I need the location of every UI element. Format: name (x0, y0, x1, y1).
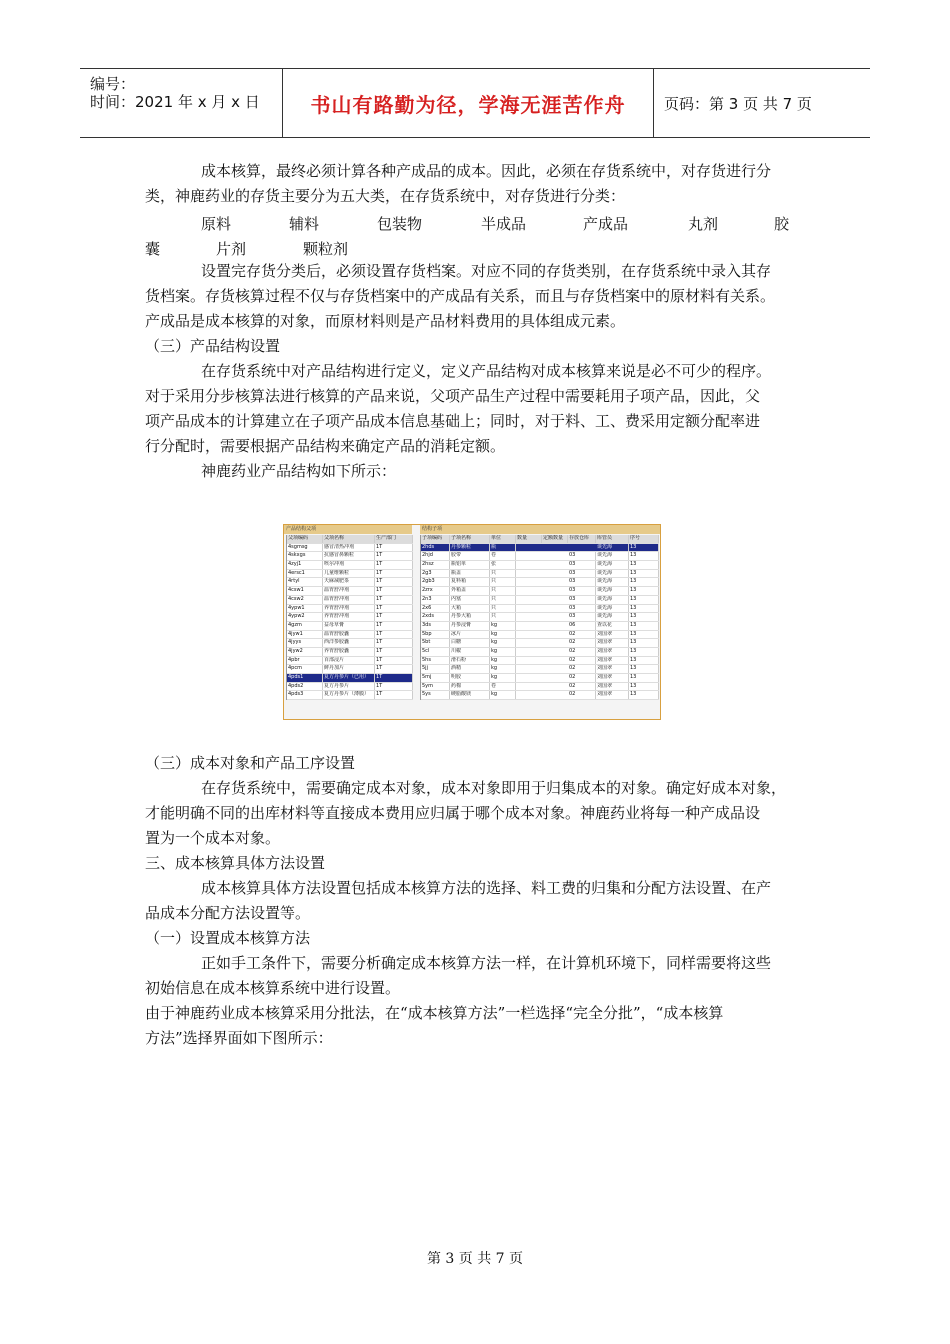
child-cell: 03 (568, 613, 596, 621)
child-row[interactable] (421, 631, 659, 640)
child-cell: 定额数量 (542, 535, 568, 543)
child-cell: 刘国翠 (596, 631, 629, 639)
child-cell: 2xds (421, 613, 450, 621)
parent-cell: 1T (375, 561, 413, 569)
child-cell: 2gb3 (421, 578, 450, 586)
child-cell: 刘国翠 (596, 639, 629, 647)
para-3-line-2: 对于采用分步核算法进行核算的产品来说，父项产品生产过程中需要耗用子项产品，因此，父 (145, 387, 761, 405)
child-cell: 子项编码 (421, 535, 450, 543)
parent-cell: 鲜丹加片 (323, 665, 375, 673)
child-cell: 只 (490, 605, 516, 613)
parent-header-row[interactable] (287, 535, 413, 544)
header-meta (80, 69, 283, 137)
parent-row[interactable] (287, 657, 413, 666)
child-cell: 5bp (421, 631, 450, 639)
category-item: 半成品 (481, 215, 527, 233)
parent-cell: 4ypw2 (287, 613, 323, 621)
parent-cell: 抗感冒鼻颗粒 (323, 552, 375, 560)
page-footer: 第 3 页 共 7 页 (426, 1251, 524, 1267)
child-cell: 06 (568, 622, 596, 630)
child-cell: 谈先海 (596, 578, 629, 586)
child-cell: 谈先海 (596, 605, 629, 613)
parent-cell: 复方丹参片（已用） (323, 674, 375, 682)
doc-number: 编号： (90, 75, 136, 93)
parent-cell: 父项编码 (287, 535, 323, 543)
child-cell: 丹参浸膏 (450, 622, 490, 630)
child-row[interactable] (421, 648, 659, 657)
parent-cell: 生产部门 (375, 535, 413, 543)
parent-cell: 4ypw1 (287, 605, 323, 613)
child-cell: 刘国翠 (596, 665, 629, 673)
child-row[interactable] (421, 613, 659, 622)
parent-cell: 1T (375, 657, 413, 665)
child-cell: 谈先海 (596, 570, 629, 578)
parent-cell: 4pds1 (287, 674, 323, 682)
child-row[interactable] (421, 674, 659, 683)
child-cell: 03 (568, 605, 596, 613)
parent-cell: 1T (375, 596, 413, 604)
child-cell: 2hjd (421, 552, 450, 560)
para-7-line-1: 正如手工条件下，需要分析确定成本核算方法一样，在计算机环境下，同样需要将这些 (201, 954, 772, 972)
child-cell: 卷 (490, 683, 516, 691)
child-row[interactable] (421, 605, 659, 614)
parent-row[interactable] (287, 631, 413, 640)
parent-cell: 温胃舒冲剂 (323, 596, 375, 604)
right-panel-title: 结构子项 (420, 525, 660, 534)
parent-cell: 4pds3 (287, 691, 323, 699)
parent-cell: 天麻减肥茶 (323, 578, 375, 586)
para-1-line-2: 类，神鹿药业的存货主要分为五大类，在存货系统中，对存货进行分类： (145, 187, 626, 205)
child-cell: 13 (629, 596, 659, 604)
category-item: 辅料 (289, 215, 320, 233)
section-heading-product-structure: （三）产品结构设置 (145, 337, 281, 355)
parent-cell: 父项名称 (323, 535, 375, 543)
parent-row[interactable] (287, 622, 413, 631)
parent-cell: 1T (375, 587, 413, 595)
child-cell: 13 (629, 544, 659, 552)
child-cell: 02 (568, 631, 596, 639)
child-cell: 白糖 (450, 639, 490, 647)
child-cell: 刘国翠 (596, 657, 629, 665)
child-cell: 02 (568, 657, 596, 665)
para-2-line-2: 货档案。存货核算过程不仅与存货档案中的产成品有关系，而且与存货档案中的原材料有关系。 (145, 287, 776, 305)
para-3-line-4: 行分配时，需要根据产品结构来确定产品的消耗定额。 (145, 437, 506, 455)
child-cell: 只 (490, 587, 516, 595)
child-row[interactable] (421, 596, 659, 605)
child-cell: 谈先海 (596, 552, 629, 560)
category-item: 丸剂 (688, 215, 719, 233)
child-cell: 02 (568, 648, 596, 656)
para-3-line-1: 在存货系统中对产品结构进行定义，定义产品结构对成本核算来说是必不可少的程序。 (201, 362, 772, 380)
child-cell: 谈先海 (596, 544, 629, 552)
parent-cell: 4rtyl (287, 578, 323, 586)
child-cell: kg (490, 657, 516, 665)
child-row[interactable] (421, 665, 659, 674)
child-cell: kg (490, 639, 516, 647)
child-cell: 5mj (421, 674, 450, 682)
child-cell: 川椒 (450, 648, 490, 656)
parent-cell: 温胃舒胶囊 (323, 631, 375, 639)
child-cell: 02 (568, 683, 596, 691)
child-row[interactable] (421, 578, 659, 587)
parent-cell: 1T (375, 613, 413, 621)
child-cell: 数量 (516, 535, 542, 543)
parent-row[interactable] (287, 683, 413, 692)
parent-cell: 感冒清热冲剂 (323, 544, 375, 552)
child-cell: 13 (629, 561, 659, 569)
category-item: 颗粒剂 (303, 240, 349, 258)
section-heading-cost-object: （三）成本对象和产品工序设置 (145, 754, 356, 772)
child-cell: 02 (568, 691, 596, 699)
parent-cell: 1T (375, 605, 413, 613)
child-row[interactable] (421, 691, 659, 700)
parent-cell: 4gzm (287, 622, 323, 630)
child-cell: kg (490, 674, 516, 682)
child-cell: 单位 (490, 535, 516, 543)
parent-row[interactable] (287, 578, 413, 587)
category-item: 原料 (201, 215, 232, 233)
child-cell: 刘国翠 (596, 691, 629, 699)
child-cell: 只 (490, 596, 516, 604)
child-row[interactable] (421, 639, 659, 648)
child-cell: 滑石粉 (450, 657, 490, 665)
section-heading-methods: 三、成本核算具体方法设置 (145, 854, 326, 872)
child-cell: 3ds (421, 622, 450, 630)
para-8-line-2: 方法”选择界面如下图所示： (145, 1029, 333, 1047)
para-2-line-3: 产成品是成本核算的对象，而原材料则是产品材料费用的具体组成元素。 (145, 312, 626, 330)
parent-cell: 1T (375, 674, 413, 682)
child-cell: 13 (629, 587, 659, 595)
child-cell: 03 (568, 596, 596, 604)
child-cell: 2hsz (421, 561, 450, 569)
category-item: 包装物 (377, 215, 423, 233)
para-7-line-2: 初始信息在成本核算系统中进行设置。 (145, 979, 401, 997)
parent-cell: 4sgmsg (287, 544, 323, 552)
child-cell: 13 (629, 613, 659, 621)
parent-row[interactable] (287, 639, 413, 648)
parent-cell: 1T (375, 622, 413, 630)
parent-cell: 养胃舒冲剂 (323, 605, 375, 613)
child-cell: 03 (568, 561, 596, 569)
child-row[interactable] (421, 561, 659, 570)
parent-cell: 复方丹参片（薄膜） (323, 691, 375, 699)
child-cell: 瓶盖 (450, 570, 490, 578)
child-row[interactable] (421, 570, 659, 579)
para-5-line-3: 置为一个成本对象。 (145, 829, 281, 847)
para-5-line-2: 才能明确不同的出库材料等直接成本费用应归属于哪个成本对象。神鹿药业将每一种产成品设 (145, 804, 761, 822)
para-4: 神鹿药业产品结构如下所示： (201, 462, 397, 480)
parent-cell: 1T (375, 570, 413, 578)
para-6-line-2: 品成本分配方法设置等。 (145, 904, 311, 922)
parent-cell: 百部浸片 (323, 657, 375, 665)
child-cell: 2hds (421, 544, 450, 552)
header-motto: 书山有路勤为径，学海无涯苦作舟 (310, 92, 626, 117)
child-cell: 内塞 (450, 596, 490, 604)
parent-row[interactable] (287, 665, 413, 674)
child-cell: 明胶 (450, 674, 490, 682)
parent-row[interactable] (287, 544, 413, 553)
parent-cell: 1T (375, 683, 413, 691)
parent-cell: 1T (375, 552, 413, 560)
child-cell: 02 (568, 639, 596, 647)
parent-row[interactable] (287, 613, 413, 622)
parent-cell: 1T (375, 691, 413, 699)
child-cell: 外箱盖 (450, 587, 490, 595)
child-cell: 13 (629, 605, 659, 613)
parent-row[interactable] (287, 587, 413, 596)
parent-cell: 1T (375, 665, 413, 673)
child-cell: 丹参颗粒 (450, 544, 490, 552)
child-cell: 复料箱 (450, 578, 490, 586)
parent-cell: 4jyw1 (287, 631, 323, 639)
parent-cell: 4jyys (287, 639, 323, 647)
parent-cell: 西洋参胶囊 (323, 639, 375, 647)
category-item: 胶 (774, 215, 790, 233)
child-cell: 卷 (490, 552, 516, 560)
section-heading-set-method: （一）设置成本核算方法 (145, 929, 311, 947)
child-cell: 5ys (421, 691, 450, 699)
child-cell: 13 (629, 570, 659, 578)
child-cell: 03 (568, 570, 596, 578)
child-row[interactable] (421, 657, 659, 666)
child-cell: 2zrx (421, 587, 450, 595)
child-header-row[interactable] (421, 535, 659, 544)
child-cell: 2g3 (421, 570, 450, 578)
parent-cell: 养胃舒胶囊 (323, 648, 375, 656)
para-6-line-1: 成本核算具体方法设置包括成本核算方法的选择、料工费的归集和分配方法设置、在产 (201, 879, 772, 897)
parent-cell: 4pcm (287, 665, 323, 673)
parent-row[interactable] (287, 570, 413, 579)
child-cell: 谈先海 (596, 613, 629, 621)
parent-row[interactable] (287, 691, 413, 700)
parent-row[interactable] (287, 648, 413, 657)
header-motto-cell (283, 69, 654, 137)
child-cell: 硬脂酸镁 (450, 691, 490, 699)
parent-cell: 温胃舒冲剂 (323, 587, 375, 595)
child-cell: 13 (629, 683, 659, 691)
child-cell: 谈先海 (596, 596, 629, 604)
parent-row[interactable] (287, 561, 413, 570)
child-cell: 刘国翠 (596, 674, 629, 682)
child-cell: 只 (490, 578, 516, 586)
parent-cell: 4csw2 (287, 596, 323, 604)
child-cell: 5hs (421, 657, 450, 665)
header-page-number: 页码：第 3 页 共 7 页 (664, 95, 812, 113)
child-cell: 13 (629, 578, 659, 586)
child-cell: 13 (629, 631, 659, 639)
child-cell: 13 (629, 657, 659, 665)
child-cell: 大箱 (450, 605, 490, 613)
parent-row[interactable] (287, 605, 413, 614)
parent-cell: 复方丹参片 (323, 683, 375, 691)
child-cell: 瓶 (490, 544, 516, 552)
child-cell: kg (490, 691, 516, 699)
child-cell: 03 (568, 552, 596, 560)
parent-cell: 儿童维颗粒 (323, 570, 375, 578)
child-cell: 13 (629, 674, 659, 682)
child-items-grid (420, 535, 659, 700)
child-cell: 13 (629, 648, 659, 656)
category-item: 产成品 (583, 215, 629, 233)
child-cell: 5cl (421, 648, 450, 656)
child-cell: 03 (568, 587, 596, 595)
child-cell: kg (490, 622, 516, 630)
child-row[interactable] (421, 683, 659, 692)
child-cell: 冰片 (450, 631, 490, 639)
parent-row[interactable] (287, 596, 413, 605)
parent-cell: 1T (375, 631, 413, 639)
child-cell: 查以花 (596, 622, 629, 630)
parent-row[interactable] (287, 552, 413, 561)
para-2-line-1: 设置完存货分类后，必须设置存货档案。对应不同的存货类别，在存货系统中录入其存 (201, 262, 772, 280)
child-cell: 库管员 (596, 535, 629, 543)
child-cell: 5jj (421, 665, 450, 673)
child-cell: 13 (629, 639, 659, 647)
child-cell: 谈先海 (596, 587, 629, 595)
child-cell: 只 (490, 613, 516, 621)
category-item: 片剂 (216, 240, 247, 258)
child-cell: 刘国翠 (596, 648, 629, 656)
child-row[interactable] (421, 552, 659, 561)
child-cell: kg (490, 665, 516, 673)
para-5-line-1: 在存货系统中，需要确定成本对象，成本对象即用于归集成本的对象。确定好成本对象， (201, 779, 787, 797)
parent-cell: 养胃舒冲剂 (323, 613, 375, 621)
page-header (80, 68, 870, 138)
child-row[interactable] (421, 622, 659, 631)
child-cell: 02 (568, 665, 596, 673)
category-item: 囊 (145, 240, 161, 258)
para-1-line-1: 成本核算，最终必须计算各种产成品的成本。因此，必须在存货系统中，对存货进行分 (201, 162, 772, 180)
parent-cell: 4zyj1 (287, 561, 323, 569)
child-cell: 02 (568, 674, 596, 682)
product-structure-screenshot (283, 524, 661, 720)
parent-cell: 4skxgs (287, 552, 323, 560)
para-8-line-1: 由于神鹿药业成本核算采用分批法，在“成本核算方法”一栏选择“完全分批”，“成本核算 (145, 1004, 724, 1022)
child-cell: 13 (629, 622, 659, 630)
child-cell: 13 (629, 552, 659, 560)
child-cell: 03 (568, 578, 596, 586)
child-cell: 张 (490, 561, 516, 569)
child-cell: kg (490, 631, 516, 639)
parent-cell: 4jyw2 (287, 648, 323, 656)
parent-cell: 4pds2 (287, 683, 323, 691)
left-panel-title: 产品结构父项 (284, 525, 412, 534)
child-cell: 谈先海 (596, 561, 629, 569)
child-cell: 13 (629, 665, 659, 673)
child-cell: 只 (490, 570, 516, 578)
child-cell: 丹参大箱 (450, 613, 490, 621)
parent-cell: 1T (375, 648, 413, 656)
child-cell: 5ym (421, 683, 450, 691)
child-cell: 胶带 (450, 552, 490, 560)
child-cell: 存放仓库 (568, 535, 596, 543)
child-cell: 5bt (421, 639, 450, 647)
parent-cell: 1T (375, 544, 413, 552)
parent-cell: 4ersc1 (287, 570, 323, 578)
parent-cell: 咳尔冲剂 (323, 561, 375, 569)
parent-cell: 4pbr (287, 657, 323, 665)
child-cell: 序号 (629, 535, 659, 543)
parent-cell: 益母草膏 (323, 622, 375, 630)
parent-cell: 1T (375, 578, 413, 586)
child-cell: 2x6 (421, 605, 450, 613)
child-cell: kg (490, 648, 516, 656)
parent-row[interactable] (287, 674, 413, 683)
parent-items-grid (286, 535, 413, 700)
child-cell: 刘国翠 (596, 683, 629, 691)
doc-time: 时间：2021 年 x 月 x 日 (90, 93, 260, 111)
child-cell: 子项名称 (450, 535, 490, 543)
child-cell: 酒精 (450, 665, 490, 673)
child-cell: 瓶铝单 (450, 561, 490, 569)
child-row[interactable] (421, 544, 659, 553)
child-cell: 药棉 (450, 683, 490, 691)
child-cell: 2n3 (421, 596, 450, 604)
parent-cell: 1T (375, 639, 413, 647)
parent-cell: 4csw1 (287, 587, 323, 595)
child-row[interactable] (421, 587, 659, 596)
child-cell: 13 (629, 691, 659, 699)
para-3-line-3: 项产品成本的计算建立在子项产品成本信息基础上；同时，对于料、工、费采用定额分配率进 (145, 412, 761, 430)
